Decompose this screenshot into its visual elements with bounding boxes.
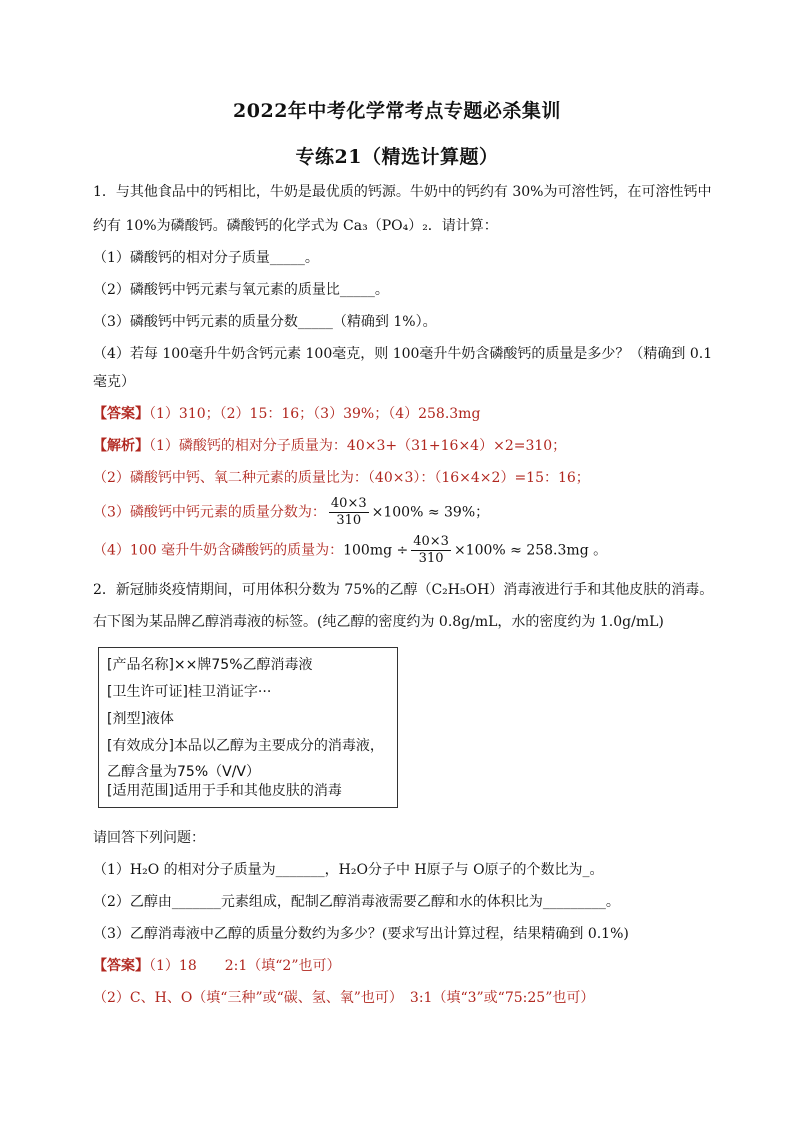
q1-analysis2: （2）磷酸钙中钙、氧二种元素的质量比为：（40×3）：（16×4×2）=15：16； xyxy=(93,470,590,486)
q1-analysis3-suffix: ×100% ≈ 39%； xyxy=(371,504,490,521)
q1-analysis4-mid: 100mg ÷ xyxy=(343,542,409,559)
answer-tag: 【答案】 xyxy=(93,958,149,974)
q2-stem-line1: 2．新冠肺炎疫情期间，可用体积分数为 75%的乙醇（C₂H₅OH）消毒液进行手和其他皮肤的消毒。 xyxy=(93,582,714,598)
analysis-tag: 【解析】 xyxy=(93,438,149,454)
label-product-name: [产品名称]××牌75%乙醇消毒液 xyxy=(107,657,313,673)
q2-sub3: （3）乙醇消毒液中乙醇的质量分数约为多少？(要求写出计算过程，结果精确到 0.1%) xyxy=(93,926,629,942)
q1-analysis1 xyxy=(93,436,713,456)
fraction-numerator: 40×3 xyxy=(330,496,367,511)
q1-sub2: （2）磷酸钙中钙元素与氧元素的质量比_____。 xyxy=(93,282,389,298)
q2-sub1: （1）H₂O 的相对分子质量为_______，H₂O分子中 H原子与 O原子的个数比为_。 xyxy=(93,862,604,878)
q2-sub2: （2）乙醇由_______元素组成，配制乙醇消毒液需要乙醇和水的体积比为_________。 xyxy=(93,894,620,910)
answer-tag: 【答案】 xyxy=(93,406,149,422)
document-title: 2022年中考化学常考点专题必杀集训 xyxy=(233,100,561,122)
q1-stem-line1: 1．与其他食品中的钙相比，牛奶是最优质的钙源。牛奶中的钙约有 30%为可溶性钙，在可溶性钙中 xyxy=(93,184,712,200)
q1-analysis3 xyxy=(93,496,713,529)
label-dosage-form: [剂型]液体 xyxy=(107,711,174,727)
q2-answer1 xyxy=(93,956,713,976)
q2-answer2: （2）C、H、O（填“三种”或“碳、氢、氧”也可） 3:1（填“3”或“75:25”也可） xyxy=(93,990,595,1006)
q1-analysis1-text: （1）磷酸钙的相对分子质量为：40×3+（31+16×4）×2=310； xyxy=(149,438,567,454)
label-active-ingredient: [有效成分]本品以乙醇为主要成分的消毒液， xyxy=(107,738,384,754)
q2-answer1-text: （1）18 2:1（填“2”也可） xyxy=(149,958,341,974)
fraction-numerator: 40×3 xyxy=(413,534,449,549)
q1-analysis4-prefix: （4）100 毫升牛奶含磷酸钙的质量为： xyxy=(93,542,344,559)
q2-stem-line2: 右下图为某品牌乙醇消毒液的标签。(纯乙醇的密度约为 0.8g/mL，水的密度约为 1.0g/mL) xyxy=(93,614,664,630)
q1-stem-line2: 约有 10%为磷酸钙。磷酸钙的化学式为 Ca₃（PO₄）₂．请计算： xyxy=(93,218,498,234)
q1-sub3: （3）磷酸钙中钙元素的质量分数_____（精确到 1%）。 xyxy=(93,314,437,330)
q1-answer xyxy=(93,404,713,424)
label-license: [卫生许可证]桂卫消证字··· xyxy=(107,684,272,700)
q1-sub4-line1: （4）若每 100毫升牛奶含钙元素 100毫克，则 100毫升牛奶含磷酸钙的质量是多少？（精确到 0.1 xyxy=(93,346,713,362)
q1-analysis3-fraction xyxy=(329,496,369,529)
document-subtitle: 专练21（精选计算题） xyxy=(295,146,499,168)
q1-sub1: （1）磷酸钙的相对分子质量_____。 xyxy=(93,250,319,266)
fraction-denominator: 310 xyxy=(418,551,444,566)
q1-sub4-line2: 毫克） xyxy=(93,374,135,390)
label-ethanol-content: 乙醇含量为75%（V/V） xyxy=(107,764,260,780)
q1-analysis4-suffix: ×100% ≈ 258.3mg 。 xyxy=(453,542,608,559)
label-scope: [适用范围]适用于手和其他皮肤的消毒 xyxy=(107,783,342,799)
q2-prompt: 请回答下列问题： xyxy=(93,830,205,846)
q1-analysis4-fraction xyxy=(411,534,451,567)
q1-analysis3-prefix: （3）磷酸钙中钙元素的质量分数为： xyxy=(93,504,326,521)
q1-analysis4 xyxy=(93,534,713,567)
q1-answer-text: （1）310；（2）15：16；（3）39%；（4）258.3mg xyxy=(149,406,481,422)
fraction-denominator: 310 xyxy=(336,513,362,528)
